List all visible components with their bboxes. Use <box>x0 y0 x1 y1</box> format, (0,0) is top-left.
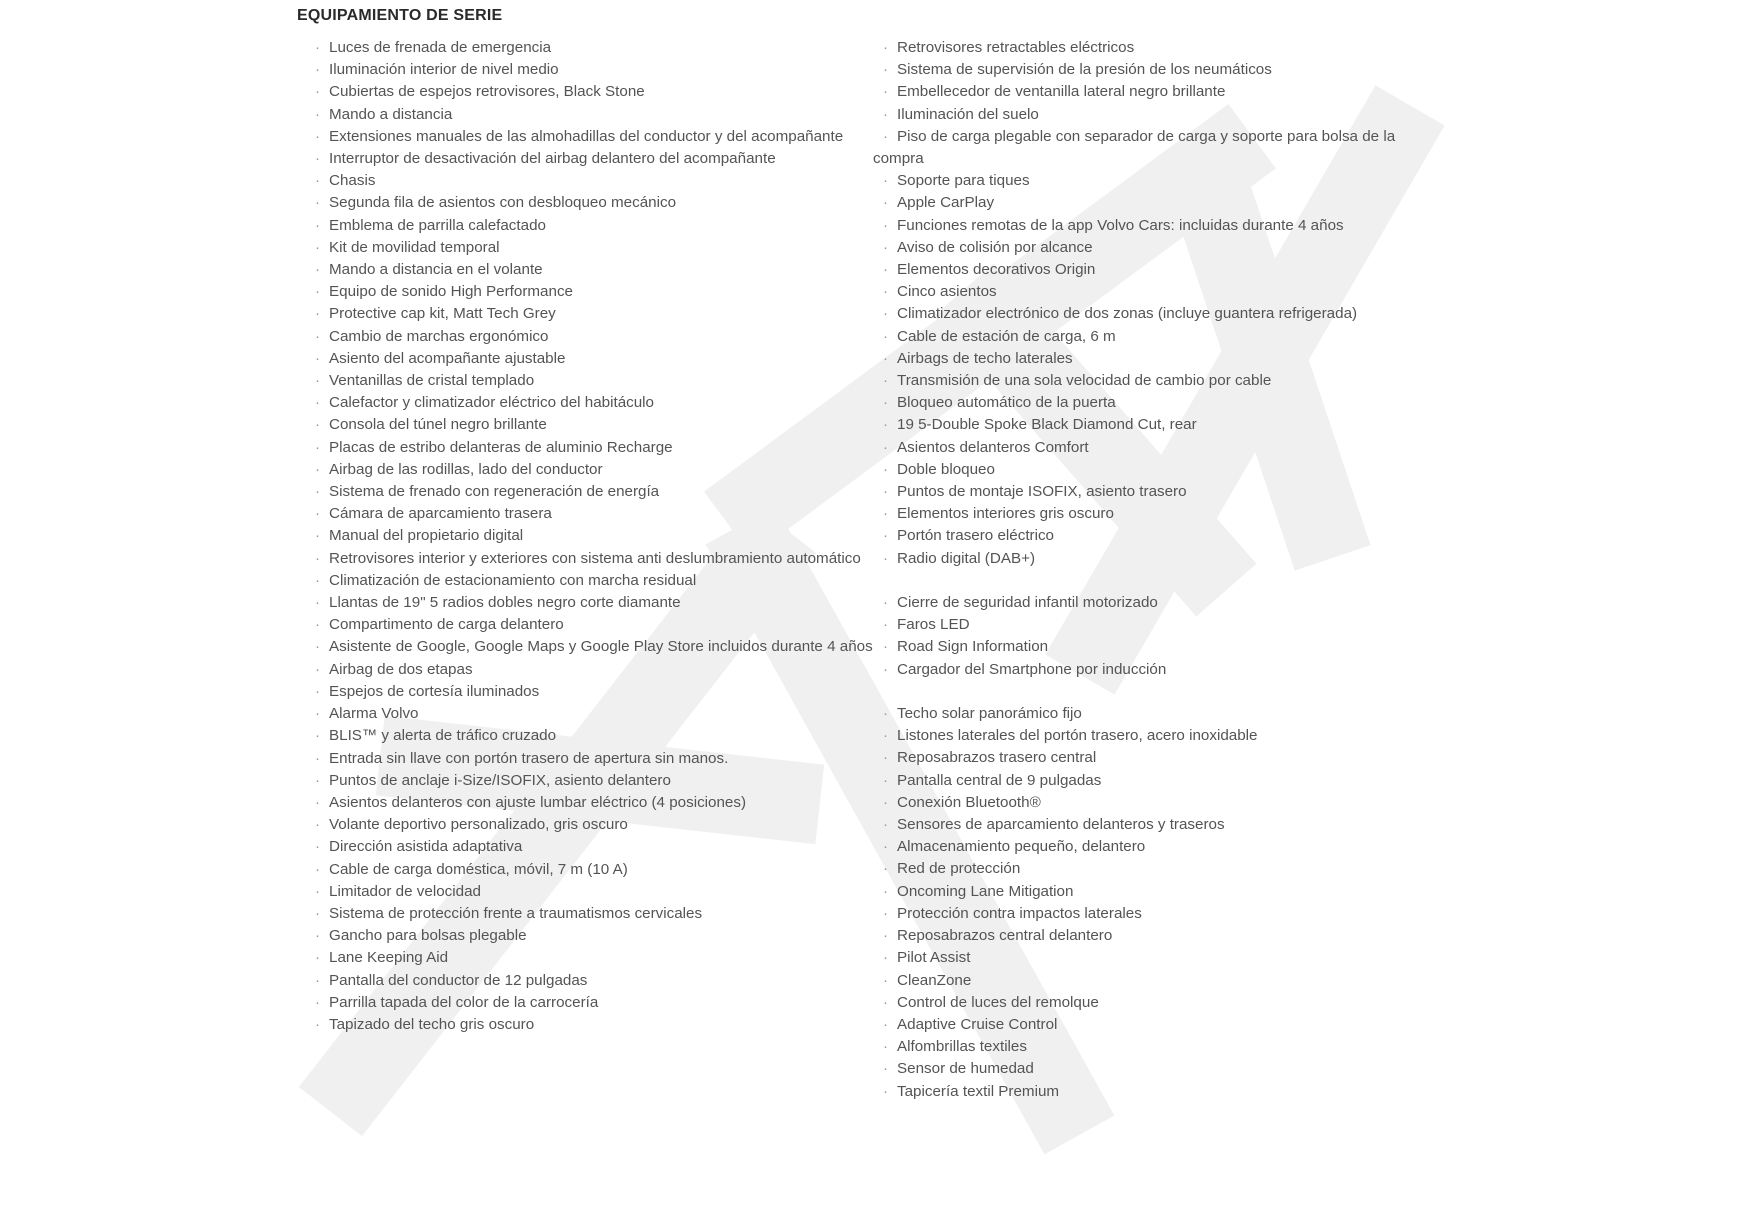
equipment-item-text: Equipo de sonido High Performance <box>329 283 573 301</box>
equipment-item-text: BLIS™ y alerta de tráfico cruzado <box>329 727 557 745</box>
left-equipment-column <box>305 37 875 1036</box>
right-equipment-item <box>873 281 1443 303</box>
right-equipment-item <box>873 170 1443 192</box>
bullet-icon: · <box>883 949 888 967</box>
equipment-item-text: Kit de movilidad temporal <box>329 238 500 256</box>
equipment-item-text: Piso de carga plegable con separador de carga y soporte para bolsa de la compra <box>873 127 1396 168</box>
equipment-item-text: Transmisión de una sola velocidad de cambio por cable <box>897 372 1272 390</box>
equipment-item-text: Espejos de cortesía iluminados <box>329 682 540 700</box>
left-equipment-item <box>305 770 875 792</box>
bullet-icon: · <box>883 305 888 323</box>
bullet-icon: · <box>315 882 320 900</box>
bullet-icon: · <box>315 727 320 745</box>
equipment-item-text: Asientos delanteros Comfort <box>897 438 1089 456</box>
bullet-icon: · <box>883 283 888 301</box>
equipment-item-text: Airbag de las rodillas, lado del conductor <box>329 460 603 478</box>
equipment-item-text: Dirección asistida adaptativa <box>329 838 523 856</box>
left-equipment-item <box>305 370 875 392</box>
equipment-item-text: Oncoming Lane Mitigation <box>897 882 1074 900</box>
bullet-icon: · <box>883 1082 888 1100</box>
equipment-item-text: Placas de estribo delanteras de aluminio Recharge <box>329 438 673 456</box>
bullet-icon: · <box>315 505 320 523</box>
equipment-item-text: Sistema de supervisión de la presión de los neumáticos <box>897 61 1272 79</box>
bullet-icon: · <box>883 39 888 56</box>
bullet-icon: · <box>315 127 320 145</box>
left-equipment-item <box>305 281 875 303</box>
right-equipment-item <box>873 459 1443 481</box>
equipment-item-text: Road Sign Information <box>897 638 1049 656</box>
equipment-item-text: Protección contra impactos laterales <box>897 904 1142 922</box>
equipment-item-text: Listones laterales del portón trasero, acero inoxidable <box>897 727 1258 745</box>
equipment-item-text: Consola del túnel negro brillante <box>329 416 547 434</box>
equipment-item-text: Red de protección <box>897 860 1021 878</box>
right-equipment-item <box>873 303 1443 325</box>
left-equipment-item <box>305 59 875 81</box>
bullet-icon: · <box>883 438 888 456</box>
right-equipment-item <box>873 237 1443 259</box>
right-equipment-item <box>873 836 1443 858</box>
right-equipment-item <box>873 636 1443 658</box>
right-equipment-item <box>873 1058 1443 1080</box>
bullet-icon: · <box>883 238 888 256</box>
right-equipment-item <box>873 126 1443 170</box>
left-equipment-item <box>305 681 875 703</box>
left-equipment-item <box>305 259 875 281</box>
bullet-icon: · <box>883 616 888 634</box>
right-equipment-item <box>873 437 1443 459</box>
equipment-item-text: Conexión Bluetooth® <box>897 793 1041 811</box>
left-equipment-item <box>305 81 875 103</box>
right-equipment-item <box>873 903 1443 925</box>
equipment-item-text: Iluminación interior de nivel medio <box>329 61 559 79</box>
left-equipment-item <box>305 659 875 681</box>
equipment-item-text: Manual del propietario digital <box>329 527 524 545</box>
right-equipment-list <box>873 37 1443 1103</box>
bullet-icon: · <box>883 505 888 523</box>
equipment-item-text: Chasis <box>329 172 376 190</box>
left-equipment-item <box>305 903 875 925</box>
equipment-item-text: Radio digital (DAB+) <box>897 549 1036 567</box>
right-equipment-item <box>873 925 1443 947</box>
equipment-item-text: Airbag de dos etapas <box>329 660 473 678</box>
equipment-item-text: Calefactor y climatizador eléctrico del habitáculo <box>329 394 654 412</box>
left-equipment-item <box>305 237 875 259</box>
right-equipment-item <box>873 992 1443 1014</box>
equipment-item-text: Mando a distancia <box>329 105 453 123</box>
equipment-item-text: Doble bloqueo <box>897 460 995 478</box>
bullet-icon: · <box>883 527 888 545</box>
right-equipment-item <box>873 947 1443 969</box>
equipment-item-text: Cámara de aparcamiento trasera <box>329 505 552 523</box>
bullet-icon: · <box>315 771 320 789</box>
equipment-item-text: Bloqueo automático de la puerta <box>897 394 1116 412</box>
right-equipment-item <box>873 881 1443 903</box>
bullet-icon: · <box>315 927 320 945</box>
equipment-item-text: Sistema de frenado con regeneración de energía <box>329 483 660 501</box>
right-equipment-item <box>873 215 1443 237</box>
left-equipment-item <box>305 925 875 947</box>
equipment-item-text: Techo solar panorámico fijo <box>897 705 1082 723</box>
bullet-icon: · <box>883 771 888 789</box>
left-equipment-item <box>305 303 875 325</box>
left-equipment-item <box>305 104 875 126</box>
equipment-item-text: Sensor de humedad <box>897 1060 1034 1078</box>
equipment-item-text: Interruptor de desactivación del airbag delantero del acompañante <box>329 150 776 168</box>
bullet-icon: · <box>883 1038 888 1056</box>
left-equipment-item <box>305 592 875 614</box>
right-equipment-item <box>873 192 1443 214</box>
equipment-item-text: Cambio de marchas ergonómico <box>329 327 549 345</box>
right-equipment-item <box>873 1036 1443 1058</box>
bullet-icon: · <box>315 705 320 723</box>
equipment-item-text: Asistente de Google, Google Maps y Google Play Store incluidos durante 4 años <box>329 638 873 656</box>
left-equipment-item <box>305 859 875 881</box>
left-equipment-item <box>305 614 875 636</box>
bullet-icon: · <box>883 793 888 811</box>
left-equipment-list <box>305 37 875 1036</box>
bullet-icon: · <box>315 571 320 589</box>
bullet-icon: · <box>883 261 888 279</box>
left-equipment-item <box>305 481 875 503</box>
right-equipment-item <box>873 370 1443 392</box>
bullet-icon: · <box>315 971 320 989</box>
equipment-item-text: Luces de frenada de emergencia <box>329 39 552 56</box>
equipment-item-text: Sensores de aparcamiento delanteros y traseros <box>897 816 1225 834</box>
bullet-icon: · <box>315 194 320 212</box>
bullet-icon: · <box>883 105 888 123</box>
equipment-item-text: Aviso de colisión por alcance <box>897 238 1093 256</box>
left-equipment-item <box>305 503 875 525</box>
left-equipment-item <box>305 392 875 414</box>
equipment-item-text: Faros LED <box>897 616 970 634</box>
bullet-icon: · <box>883 549 888 567</box>
equipment-item-text: Cubiertas de espejos retrovisores, Black Stone <box>329 83 645 101</box>
right-equipment-item <box>873 747 1443 769</box>
bullet-icon: · <box>315 372 320 390</box>
bullet-icon: · <box>315 660 320 678</box>
equipment-item-text: Puntos de anclaje i-Size/ISOFIX, asiento delantero <box>329 771 671 789</box>
equipment-item-text: Puntos de montaje ISOFIX, asiento trasero <box>897 483 1187 501</box>
equipment-item-text: Cinco asientos <box>897 283 997 301</box>
right-equipment-column <box>873 37 1443 1103</box>
equipment-item-text: Retrovisores retractables eléctricos <box>897 39 1135 56</box>
equipment-item-text: Pantalla central de 9 pulgadas <box>897 771 1102 789</box>
bullet-icon: · <box>883 83 888 101</box>
bullet-icon: · <box>315 460 320 478</box>
left-equipment-item <box>305 947 875 969</box>
equipment-item-text: Iluminación del suelo <box>897 105 1039 123</box>
left-equipment-item <box>305 881 875 903</box>
equipment-item-text: Pantalla del conductor de 12 pulgadas <box>329 971 588 989</box>
bullet-icon: · <box>315 638 320 656</box>
equipment-item-text: Tapicería textil Premium <box>897 1082 1060 1100</box>
bullet-icon: · <box>883 904 888 922</box>
bullet-icon: · <box>315 682 320 700</box>
bullet-icon: · <box>883 194 888 212</box>
bullet-icon: · <box>315 1015 320 1033</box>
left-equipment-item <box>305 459 875 481</box>
equipment-item-text: Soporte para tiques <box>897 172 1030 190</box>
equipment-item-text: Emblema de parrilla calefactado <box>329 216 546 234</box>
bullet-icon: · <box>315 172 320 190</box>
equipment-item-text: Apple CarPlay <box>897 194 995 212</box>
equipment-item-text: Volante deportivo personalizado, gris oscuro <box>329 816 628 834</box>
bullet-icon: · <box>315 527 320 545</box>
equipment-item-text: Climatización de estacionamiento con marcha residual <box>329 571 697 589</box>
left-equipment-item <box>305 126 875 148</box>
bullet-icon: · <box>315 438 320 456</box>
bullet-icon: · <box>315 616 320 634</box>
left-equipment-item <box>305 570 875 592</box>
equipment-item-text: Adaptive Cruise Control <box>897 1015 1058 1033</box>
equipment-item-text: Cargador del Smartphone por inducción <box>897 660 1167 678</box>
left-equipment-item <box>305 525 875 547</box>
bullet-icon: · <box>315 993 320 1011</box>
section-title: EQUIPAMIENTO DE SERIE <box>297 7 503 24</box>
bullet-icon: · <box>315 283 320 301</box>
left-equipment-item <box>305 636 875 658</box>
equipment-item-text: Retrovisores interior y exteriores con sistema anti deslumbramiento automático <box>329 549 861 567</box>
bullet-icon: · <box>315 949 320 967</box>
equipment-item-text: Sistema de protección frente a traumatismos cervicales <box>329 904 703 922</box>
bullet-icon: · <box>883 971 888 989</box>
right-equipment-item <box>873 659 1443 681</box>
equipment-item-text: Portón trasero eléctrico <box>897 527 1055 545</box>
bullet-icon: · <box>315 261 320 279</box>
bullet-icon: · <box>315 39 320 56</box>
bullet-icon: · <box>883 660 888 678</box>
bullet-icon: · <box>883 327 888 345</box>
bullet-icon: · <box>883 460 888 478</box>
bullet-icon: · <box>883 749 888 767</box>
bullet-icon: · <box>315 305 320 323</box>
right-equipment-item <box>873 326 1443 348</box>
left-equipment-item <box>305 148 875 170</box>
bullet-icon: · <box>883 1015 888 1033</box>
equipment-item-text: Control de luces del remolque <box>897 993 1099 1011</box>
equipment-item-text: Embellecedor de ventanilla lateral negro brillante <box>897 83 1226 101</box>
equipment-item-text: 19 5-Double Spoke Black Diamond Cut, rear <box>897 416 1197 434</box>
equipment-item-text: Protective cap kit, Matt Tech Grey <box>329 305 556 323</box>
right-equipment-item <box>873 414 1443 436</box>
left-equipment-item <box>305 192 875 214</box>
bullet-icon: · <box>883 927 888 945</box>
equipment-item-text: Segunda fila de asientos con desbloqueo mecánico <box>329 194 677 212</box>
left-equipment-item <box>305 170 875 192</box>
equipment-item-text: Mando a distancia en el volante <box>329 261 543 279</box>
right-equipment-item <box>873 614 1443 636</box>
right-equipment-item <box>873 703 1443 725</box>
bullet-icon: · <box>883 594 888 612</box>
right-equipment-item <box>873 970 1443 992</box>
bullet-icon: · <box>315 838 320 856</box>
right-equipment-item <box>873 770 1443 792</box>
bullet-icon: · <box>883 816 888 834</box>
right-equipment-item <box>873 37 1443 59</box>
bullet-icon: · <box>315 327 320 345</box>
left-equipment-item <box>305 836 875 858</box>
bullet-icon: · <box>315 816 320 834</box>
equipment-item-text: Funciones remotas de la app Volvo Cars: incluidas durante 4 años <box>897 216 1344 234</box>
right-equipment-item <box>873 259 1443 281</box>
left-equipment-item <box>305 1014 875 1036</box>
equipment-item-text: Cierre de seguridad infantil motorizado <box>897 594 1158 612</box>
equipment-item-text: Parrilla tapada del color de la carrocería <box>329 993 599 1011</box>
right-equipment-item <box>873 548 1443 570</box>
equipment-item-text: Llantas de 19" 5 radios dobles negro corte diamante <box>329 594 681 612</box>
bullet-icon: · <box>883 349 888 367</box>
right-equipment-item <box>873 725 1443 747</box>
equipment-item-text: Entrada sin llave con portón trasero de apertura sin manos. <box>329 749 729 767</box>
equipment-item-text: Cable de estación de carga, 6 m <box>897 327 1116 345</box>
bullet-icon: · <box>883 993 888 1011</box>
bullet-icon: · <box>315 216 320 234</box>
right-equipment-item <box>873 81 1443 103</box>
equipment-item-text: CleanZone <box>897 971 972 989</box>
left-equipment-item <box>305 215 875 237</box>
bullet-icon: · <box>883 638 888 656</box>
bullet-icon: · <box>315 594 320 612</box>
left-equipment-item <box>305 37 875 59</box>
bullet-icon: · <box>883 372 888 390</box>
left-equipment-item <box>305 970 875 992</box>
equipment-item-text: Gancho para bolsas plegable <box>329 927 527 945</box>
bullet-icon: · <box>883 216 888 234</box>
equipment-item-text: Cable de carga doméstica, móvil, 7 m (10 A) <box>329 860 628 878</box>
equipment-item-text: Alarma Volvo <box>329 705 419 723</box>
bullet-icon: · <box>883 882 888 900</box>
right-equipment-item <box>873 104 1443 126</box>
equipment-item-text: Tapizado del techo gris oscuro <box>329 1015 535 1033</box>
equipment-item-text: Asientos delanteros con ajuste lumbar eléctrico (4 posiciones) <box>329 793 747 811</box>
bullet-icon: · <box>883 1060 888 1078</box>
left-equipment-item <box>305 792 875 814</box>
bullet-icon: · <box>883 860 888 878</box>
bullet-icon: · <box>883 394 888 412</box>
bullet-icon: · <box>883 705 888 723</box>
left-equipment-item <box>305 814 875 836</box>
bullet-icon: · <box>883 727 888 745</box>
equipment-item-text: Reposabrazos trasero central <box>897 749 1097 767</box>
bullet-icon: · <box>315 83 320 101</box>
right-equipment-item <box>873 1081 1443 1103</box>
left-equipment-item <box>305 414 875 436</box>
bullet-icon: · <box>315 394 320 412</box>
bullet-icon: · <box>883 172 888 190</box>
bullet-icon: · <box>315 349 320 367</box>
bullet-icon: · <box>883 838 888 856</box>
equipment-item-text: Climatizador electrónico de dos zonas (incluye guantera refrigerada) <box>897 305 1358 323</box>
equipment-item-text: Airbags de techo laterales <box>897 349 1073 367</box>
equipment-item-text: Elementos decorativos Origin <box>897 261 1096 279</box>
equipment-item-text: Ventanillas de cristal templado <box>329 372 535 390</box>
right-equipment-item <box>873 59 1443 81</box>
equipment-item-text: Lane Keeping Aid <box>329 949 449 967</box>
right-equipment-item <box>873 1014 1443 1036</box>
equipment-item-text: Compartimento de carga delantero <box>329 616 564 634</box>
left-equipment-item <box>305 326 875 348</box>
equipment-item-text: Asiento del acompañante ajustable <box>329 349 566 367</box>
bullet-icon: · <box>883 61 888 79</box>
right-equipment-item <box>873 481 1443 503</box>
bullet-icon: · <box>883 127 888 145</box>
bullet-icon: · <box>315 150 320 168</box>
left-equipment-item <box>305 437 875 459</box>
equipment-item-text: Almacenamiento pequeño, delantero <box>897 838 1146 856</box>
left-equipment-item <box>305 748 875 770</box>
right-equipment-item <box>873 525 1443 547</box>
bullet-icon: · <box>315 416 320 434</box>
bullet-icon: · <box>315 549 320 567</box>
bullet-icon: · <box>883 483 888 501</box>
left-equipment-item <box>305 703 875 725</box>
bullet-icon: · <box>315 61 320 79</box>
bullet-icon: · <box>315 238 320 256</box>
equipment-item-text: Elementos interiores gris oscuro <box>897 505 1114 523</box>
bullet-icon: · <box>315 749 320 767</box>
right-equipment-item <box>873 592 1443 614</box>
left-equipment-item <box>305 348 875 370</box>
right-equipment-item <box>873 814 1443 836</box>
equipment-item-text: Limitador de velocidad <box>329 882 481 900</box>
bullet-icon: · <box>315 860 320 878</box>
right-equipment-item <box>873 792 1443 814</box>
right-equipment-item <box>873 392 1443 414</box>
right-equipment-item <box>873 348 1443 370</box>
bullet-icon: · <box>315 904 320 922</box>
right-equipment-item <box>873 858 1443 880</box>
bullet-icon: · <box>883 416 888 434</box>
right-equipment-item <box>873 503 1443 525</box>
bullet-icon: · <box>315 793 320 811</box>
equipment-item-text: Alfombrillas textiles <box>897 1038 1027 1056</box>
left-equipment-item <box>305 725 875 747</box>
equipment-item-text: Pilot Assist <box>897 949 971 967</box>
equipment-item-text: Reposabrazos central delantero <box>897 927 1113 945</box>
left-equipment-item <box>305 992 875 1014</box>
left-equipment-item <box>305 548 875 570</box>
bullet-icon: · <box>315 483 320 501</box>
bullet-icon: · <box>315 105 320 123</box>
equipment-item-text: Extensiones manuales de las almohadillas del conductor y del acompañante <box>329 127 844 145</box>
